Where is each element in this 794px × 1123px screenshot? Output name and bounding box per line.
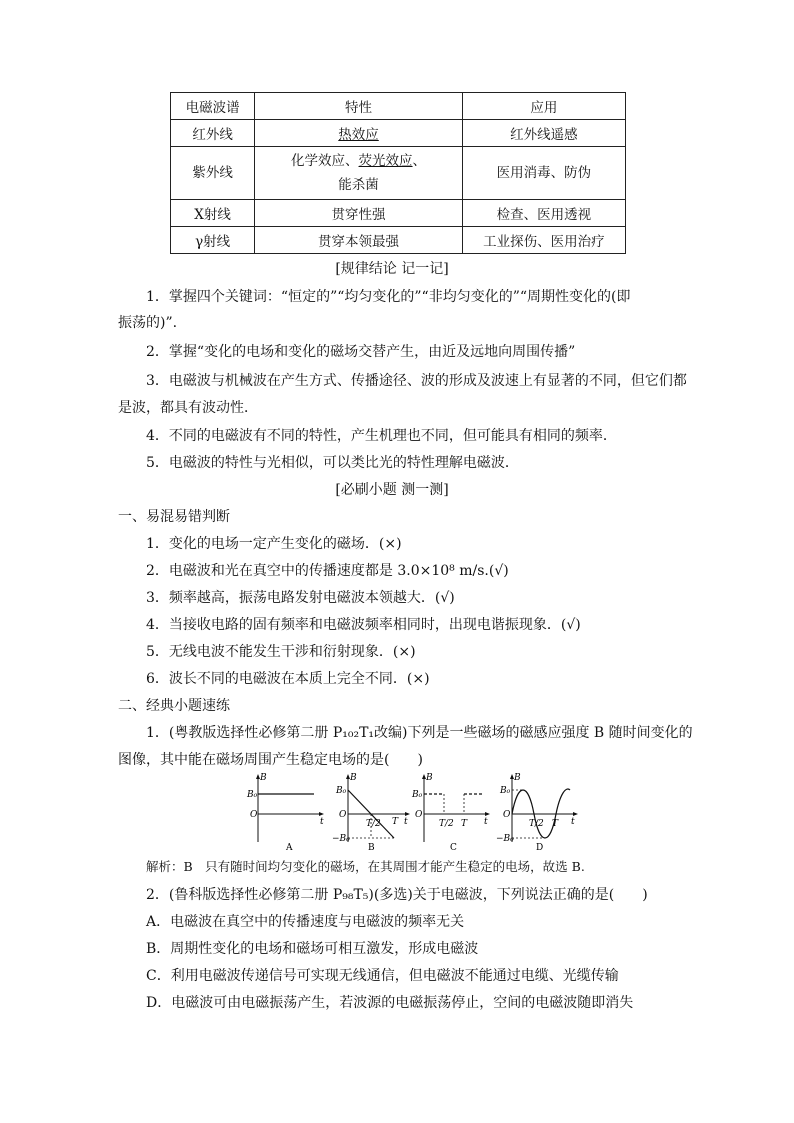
table-row [171,120,626,147]
judgement-1: 1．变化的电场一定产生变化的磁场．(×) [146,536,402,552]
tick-label-t: T [392,817,399,827]
question-2-option-c: C．利用电磁波传递信号可实现无线通信，但电磁波不能通过电缆、光缆传输 [146,968,619,984]
axis-label-b0: B₀ [500,786,511,796]
graph-label-a: A [286,843,293,853]
table-cell: 医用消毒、防伪 [462,147,625,200]
question-1-line-1: 1．(粤教版选择性必修第二册 P₁₀₂T₁改编)下列是一些磁场的磁感应强度 B 随时间变化的 [146,725,693,741]
graph-label-b: B [368,843,375,853]
table-cell: 红外线 [171,120,255,147]
part1-title: 一、易混易错判断 [118,509,230,525]
cell-line: 能杀菌 [338,177,379,193]
rule-3-line-2: 是波，都具有波动性． [118,400,258,416]
axis-label-b0: B₀ [412,790,423,800]
graph-c [414,772,494,852]
tick-label-half-t: T/2 [439,819,454,829]
tick-label-t: T [461,819,468,829]
graph-b [332,772,412,852]
rule-5: 5．电磁波的特性与光相似，可以类比光的特性理解电磁波． [146,455,519,471]
rule-1-line-1: 1．掌握四个关键词：“恒定的”“均匀变化的”“非均匀变化的”“周期性变化的(即 [146,289,631,305]
table-cell: 紫外线 [171,147,255,200]
rule-3-line-1: 3．电磁波与机械波在产生方式、传播途径、波的形成及波速上有显著的不同，但它们都 [146,373,687,389]
question-2-stem: 2．(鲁科版选择性必修第二册 P₉₈T₅)(多选)关于电磁波，下列说法正确的是( ) [146,887,648,903]
table-cell: 检查、医用透视 [462,200,625,227]
table-header-cell: 电磁波谱 [171,93,255,120]
table-cell: 贯穿性强 [255,200,463,227]
graph-label-d: D [536,843,544,853]
question-1-line-2: 图像，其中能在磁场周围产生稳定电场的是( ) [118,752,423,768]
table-row [171,200,626,227]
judgement-3: 3．频率越高，振荡电路发射电磁波本领越大．(√) [146,590,455,606]
judgement-2: 2．电磁波和光在真空中的传播速度都是 3.0×10⁸ m/s.(√) [146,563,509,579]
axis-label-o: O [250,810,258,820]
graph-d [496,772,580,852]
axis-label-b0: B₀ [247,790,258,800]
table-header-cell: 应用 [462,93,625,120]
table-header-row [171,93,626,120]
axis-label-b: B [426,773,433,783]
cell-line: 化学效应、荧光效应、 [291,153,427,169]
table-cell: 工业探伤、医用治疗 [462,227,625,254]
axis-label-b: B [514,773,521,783]
axis-label-b0: B₀ [336,786,347,796]
judgement-4: 4．当接收电路的固有频率和电磁波频率相同时，出现电谐振现象．(√) [146,617,581,633]
tick-label-half-t: T/2 [529,819,544,829]
underlined-term: 热效应 [338,127,379,143]
underlined-term: 荧光效应 [358,153,413,169]
graph-label-c: C [450,843,457,853]
section-title-exercises: [必刷小题 测一测] [335,482,449,498]
axis-label-t: t [320,817,324,827]
spectrum-table [170,92,626,254]
table-cell [255,120,463,147]
axis-label-t: t [484,817,488,827]
tick-label-t: T [552,819,559,829]
graph-a [247,772,330,853]
section-title-rules: [规律结论 记一记] [335,261,449,277]
table-cell: γ射线 [171,227,255,254]
axis-label-neg-b0: −B₀ [332,834,350,844]
table-row [171,147,626,200]
axis-label-o: O [339,810,347,820]
axis-label-o: O [503,810,511,820]
question-2-option-d: D．电磁波可由电磁振荡产生，若波源的电磁振荡停止，空间的电磁波随即消失 [146,995,634,1011]
rule-1-line-2: 振荡的)”. [118,315,178,331]
question-2-option-b: B．周期性变化的电场和磁场可相互激发，形成电磁波 [146,941,479,957]
rule-4: 4．不同的电磁波有不同的特性，产生机理也不同，但可能具有相同的频率． [146,428,617,444]
rule-2: 2．掌握“变化的电场和变化的磁场交替产生，由近及远地向周围传播” [146,344,576,360]
axis-label-t: t [404,817,408,827]
question-2-option-a: A．电磁波在真空中的传播速度与电磁波的频率无关 [146,914,465,930]
axis-label-t: t [571,817,575,827]
tick-label-half-t: T/2 [366,819,381,829]
table-cell: 贯穿本领最强 [255,227,463,254]
question-1-answer: 解析：B 只有随时间均匀变化的磁场，在其周围才能产生稳定的电场，故选 B. [146,859,585,874]
axis-label-o: O [415,810,423,820]
part2-title: 二、经典小题速练 [118,698,230,714]
judgement-6: 6．波长不同的电磁波在本质上完全不同．(×) [146,671,430,687]
axis-label-b: B [350,773,357,783]
table-cell: 红外线遥感 [462,120,625,147]
table-row [171,227,626,254]
axis-label-neg-b0: −B₀ [496,834,514,844]
axis-label-b: B [260,773,267,783]
table-cell: X射线 [171,200,255,227]
judgement-5: 5．无线电波不能发生干涉和衍射现象．(×) [146,644,416,660]
table-header-cell: 特性 [255,93,463,120]
table-cell [255,147,463,200]
